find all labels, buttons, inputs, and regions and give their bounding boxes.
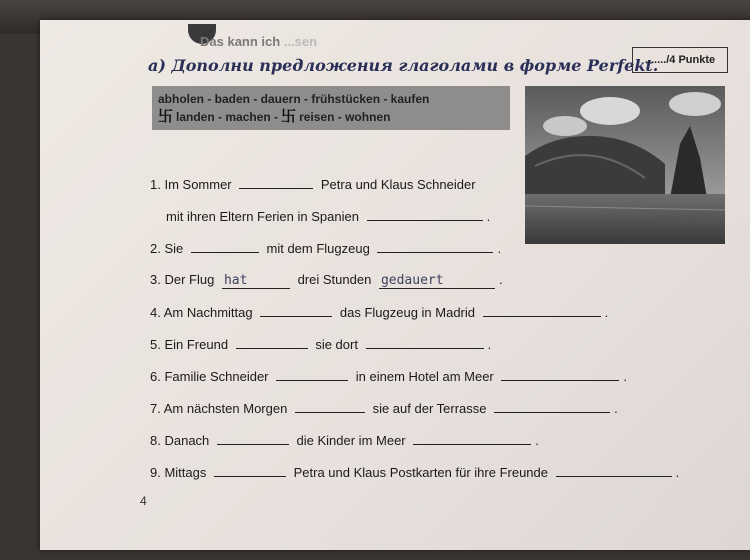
section-title: Das kann ich: [200, 34, 281, 49]
word-bank-line-1: abholen - baden - dauern - frühstücken - kaufen: [158, 92, 430, 106]
section-header: [200, 34, 317, 49]
exercise-4: [150, 304, 608, 320]
item-text: Danach: [164, 433, 210, 448]
item-text: sie dort: [315, 337, 358, 352]
section-title-faded: ...sen: [283, 34, 318, 49]
answer-blank[interactable]: [236, 336, 308, 349]
item-text: Petra und Klaus Schneider: [320, 177, 476, 192]
item-text: mit dem Flugzeug: [266, 241, 370, 256]
answer-blank[interactable]: [214, 464, 286, 477]
exercise-5: [150, 336, 491, 352]
exercise-2: [150, 240, 501, 256]
filled-answer[interactable]: gedauert: [379, 273, 495, 289]
exercise-8: [150, 432, 539, 448]
item-text: .: [535, 433, 539, 448]
item-text: .: [604, 305, 609, 320]
answer-blank[interactable]: [413, 432, 531, 445]
item-text: das Flugzeug in Madrid: [339, 305, 476, 320]
item-text: drei Stunden: [297, 272, 372, 287]
answer-blank[interactable]: [377, 240, 493, 253]
answer-blank[interactable]: [191, 240, 259, 253]
word-bank-line-2b: reisen - wohnen: [299, 110, 391, 124]
item-text: .: [497, 241, 502, 256]
item-number: 8.: [150, 433, 161, 448]
item-text: .: [498, 272, 503, 287]
exercise-7: [150, 400, 618, 416]
answer-blank[interactable]: [217, 432, 289, 445]
photo-image: [525, 86, 725, 244]
item-number: 2.: [150, 241, 161, 256]
item-number: 4.: [150, 305, 161, 320]
answer-blank[interactable]: [367, 208, 483, 221]
item-text: Am nächsten Morgen: [163, 401, 288, 416]
item-text: .: [623, 369, 628, 384]
answer-blank[interactable]: [501, 368, 619, 381]
answer-blank[interactable]: [276, 368, 348, 381]
exercise-6: [150, 368, 627, 384]
handwritten-mark-icon: 卐: [158, 108, 174, 125]
handwritten-mark-icon: 卐: [281, 108, 297, 125]
item-text: Im Sommer: [164, 177, 232, 192]
item-text: .: [614, 401, 618, 416]
item-text: .: [486, 209, 491, 224]
coastal-rock-photo: [525, 86, 725, 244]
item-number: 9.: [150, 465, 161, 480]
answer-blank[interactable]: [494, 400, 610, 413]
word-bank: [152, 86, 510, 130]
answer-blank[interactable]: [366, 336, 484, 349]
item-text: Petra und Klaus Postkarten für ihre Freunde: [293, 465, 548, 480]
item-text: .: [675, 465, 680, 480]
item-number: 6.: [150, 369, 161, 384]
item-text: Der Flug: [164, 272, 215, 287]
page-number: 4: [140, 494, 147, 508]
item-text: Am Nachmittag: [163, 305, 253, 320]
exercise-9: [150, 464, 679, 480]
item-text: Ein Freund: [164, 337, 229, 352]
item-text: Mittags: [164, 465, 207, 480]
exercise-1: [150, 176, 476, 192]
answer-blank[interactable]: [239, 176, 313, 189]
word-bank-line-2: [158, 108, 504, 126]
answer-blank[interactable]: [295, 400, 365, 413]
word-bank-line-2a: landen - machen -: [176, 110, 279, 124]
filled-answer[interactable]: hat: [222, 273, 290, 289]
item-text: Familie Schneider: [164, 369, 269, 384]
answer-blank[interactable]: [260, 304, 332, 317]
worksheet-page: [40, 20, 750, 550]
answer-blank[interactable]: [483, 304, 601, 317]
item-number: 1.: [150, 177, 161, 192]
task-instruction: a) Дополни предложения глаголами в форме Perfekt.: [148, 56, 659, 75]
item-text: sie auf der Terrasse: [372, 401, 487, 416]
item-text: .: [487, 337, 492, 352]
answer-blank[interactable]: [556, 464, 672, 477]
item-number: 5.: [150, 337, 161, 352]
item-text: in einem Hotel am Meer: [355, 369, 494, 384]
points-box: ......./4 Punkte: [632, 47, 728, 73]
item-text: Sie: [164, 241, 184, 256]
item-text: mit ihren Eltern Ferien in Spanien: [166, 209, 359, 224]
item-text: die Kinder im Meer: [296, 433, 406, 448]
item-number: 7.: [150, 401, 161, 416]
item-number: 3.: [150, 272, 161, 287]
exercise-3: [150, 272, 503, 289]
exercise-1-cont: [166, 208, 490, 224]
